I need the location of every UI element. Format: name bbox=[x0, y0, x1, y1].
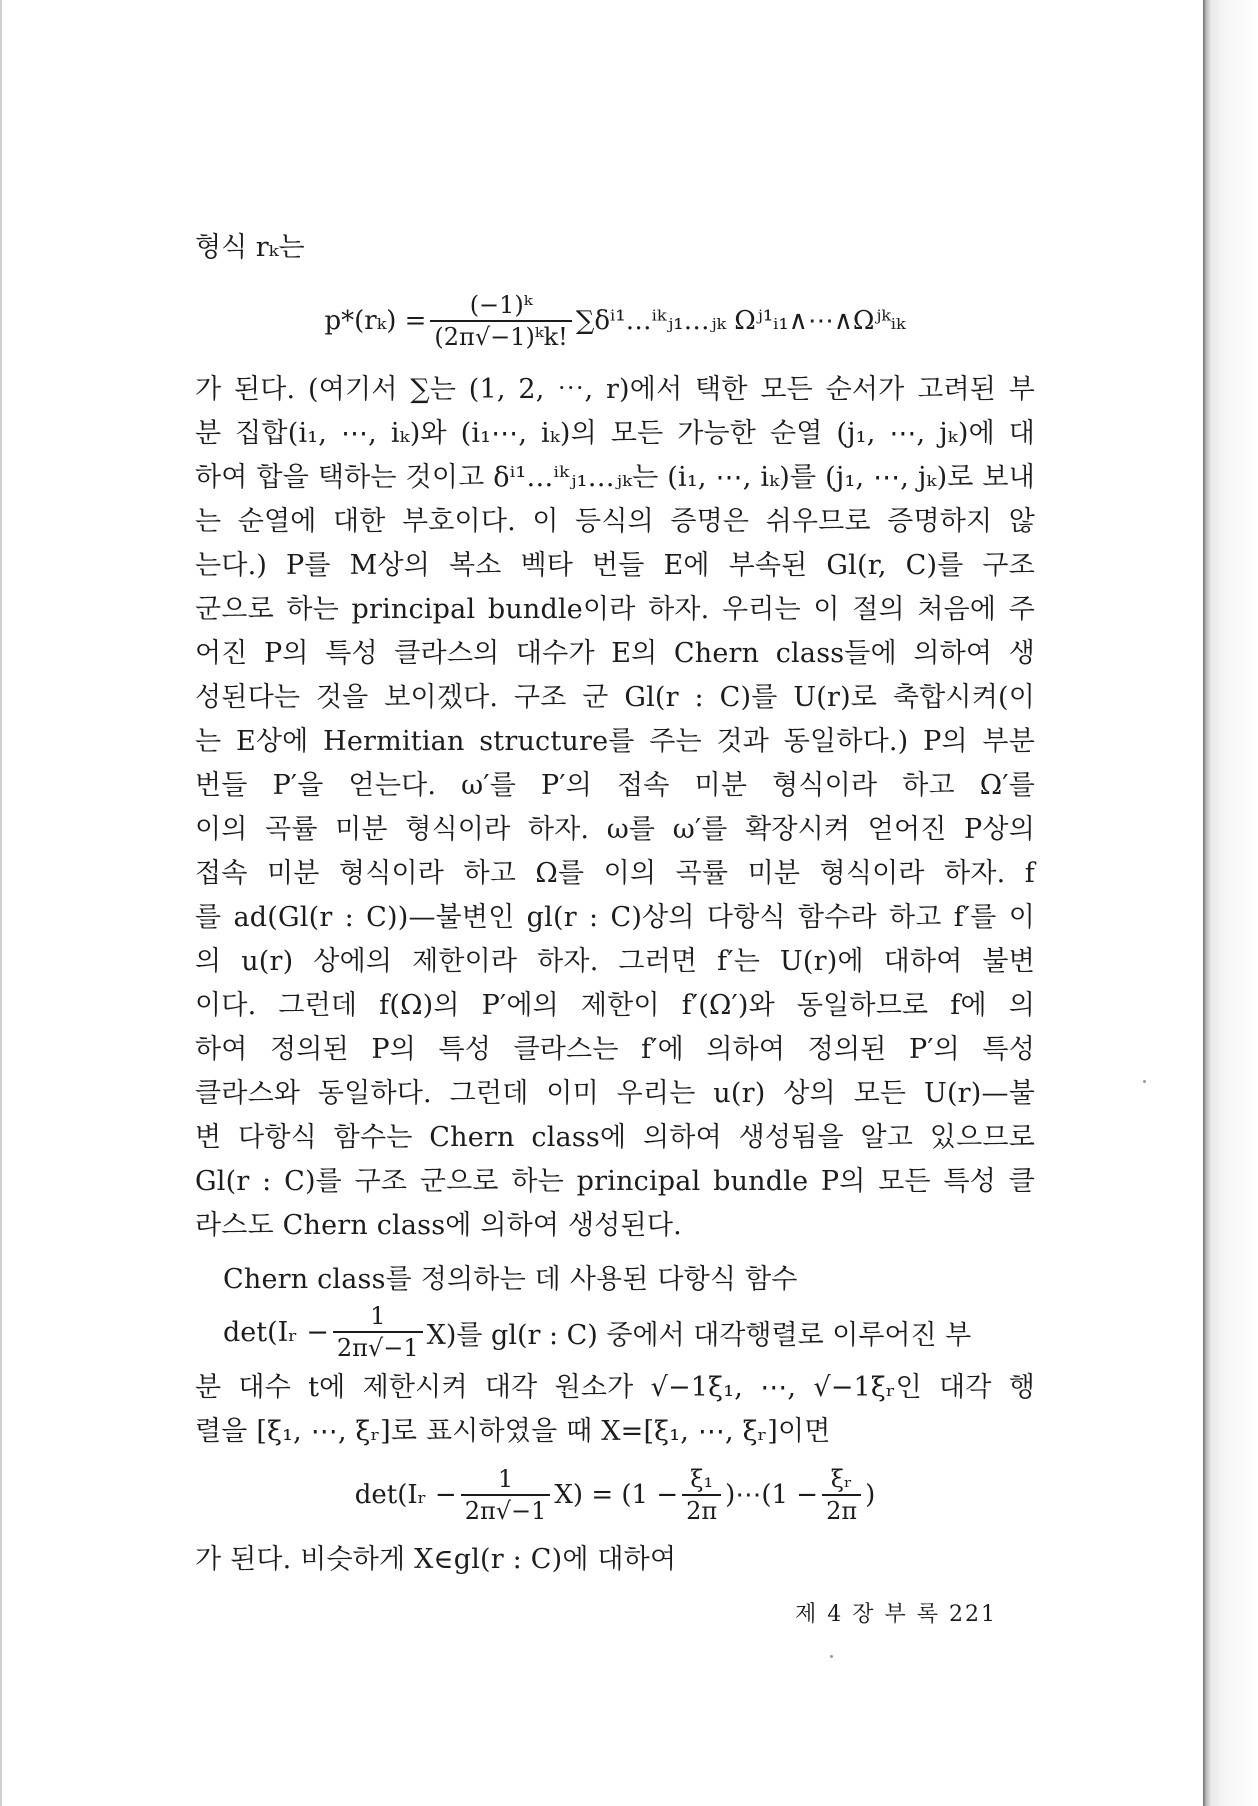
equation3-suffix: ) bbox=[865, 1480, 876, 1510]
text-line: 이의 곡률 미분 형식이라 하자. ω를 ω′를 확장시켜 얻어진 P상의 bbox=[195, 814, 1035, 845]
equation2-prefix: det(Iᵣ − bbox=[223, 1316, 329, 1348]
equation2-numerator: 1 bbox=[370, 1302, 386, 1330]
scan-speck bbox=[830, 1655, 833, 1658]
equation1-fraction bbox=[430, 290, 571, 352]
equation1-lhs: p*(rₖ) = bbox=[324, 306, 427, 336]
equation3-fraction-3 bbox=[822, 1464, 861, 1526]
text-line: 가 된다. (여기서 ∑는 (1, 2, ⋯, r)에서 택한 모든 순서가 고려된 부 bbox=[195, 374, 1035, 405]
text-line: 분 대수 t에 제한시켜 대각 원소가 √−1ξ₁, ⋯, √−1ξᵣ인 대각 행 bbox=[195, 1372, 1035, 1403]
page-edge-shadow bbox=[1203, 0, 1258, 1806]
equation2-denominator: 2π√−1 bbox=[333, 1331, 423, 1363]
equation3-fraction-1 bbox=[461, 1464, 551, 1526]
equation3-numerator-1: 1 bbox=[497, 1465, 514, 1493]
equation3-denominator-2: 2π bbox=[682, 1494, 721, 1526]
text-line: 군으로 하는 principal bundle이라 하자. 우리는 이 절의 처음에 주 bbox=[195, 594, 1035, 625]
closing-line: 가 된다. 비슷하게 X∈gl(r : C)에 대하여 bbox=[195, 1544, 677, 1575]
text-line: 하여 합을 택하는 것이고 δⁱ¹…ⁱᵏⱼ₁…ⱼₖ는 (i₁, ⋯, iₖ)를 (j₁, ⋯, jₖ)로 보내 bbox=[195, 462, 1035, 493]
text-line: 하여 정의된 P의 특성 클라스는 f′에 의하여 정의된 P′의 특성 bbox=[195, 1034, 1035, 1065]
text-line: 번들 P′을 얻는다. ω′를 P′의 접속 미분 형식이라 하고 Ω′를 bbox=[195, 770, 1035, 801]
paragraph-2 bbox=[195, 1258, 1035, 1454]
text-line: 어진 P의 특성 클라스의 대수가 E의 Chern class들에 의하여 생 bbox=[195, 638, 1035, 669]
page-footer: 제 4 장 부 록 221 bbox=[795, 1602, 997, 1627]
intro-text: 형식 rₖ는 bbox=[195, 232, 305, 263]
equation3-numerator-2: ξ₁ bbox=[690, 1465, 714, 1493]
equation2-fraction bbox=[333, 1301, 423, 1363]
equation-det-inline bbox=[195, 1302, 1035, 1362]
equation2-suffix: X)를 gl(r : C) 중에서 대각행렬로 이루어진 부 bbox=[426, 1319, 972, 1351]
text-line: 변 다항식 함수는 Chern class에 의하여 생성됨을 알고 있으므로 bbox=[195, 1122, 1035, 1153]
text-line: 이다. 그런데 f(Ω)의 P′에의 제한이 f′(Ω′)와 동일하므로 f에 의 bbox=[195, 990, 1035, 1021]
text-line: 분 집합(i₁, ⋯, iₖ)와 (i₁⋯, iₖ)의 모든 가능한 순열 (j₁, ⋯, jₖ)에 대 bbox=[195, 418, 1035, 449]
text-line: 클라스와 동일하다. 그런데 이미 우리는 u(r) 상의 모든 U(r)—불 bbox=[195, 1078, 1035, 1109]
equation3-denominator-1: 2π√−1 bbox=[461, 1494, 551, 1526]
equation3-prefix: det(Iᵣ − bbox=[354, 1480, 457, 1510]
text-line: 를 ad(Gl(r : C))—불변인 gl(r : C)상의 다항식 함수라 하고 f′를 이 bbox=[195, 902, 1035, 933]
equation1-denominator: (2π√−1)ᵏk! bbox=[430, 320, 571, 352]
text-line: 는 E상에 Hermitian structure를 주는 것과 동일하다.) P의 부분 bbox=[195, 726, 1035, 757]
text-line: 는 순열에 대한 부호이다. 이 등식의 증명은 쉬우므로 증명하지 않 bbox=[195, 506, 1035, 537]
equation3-fraction-2 bbox=[682, 1464, 721, 1526]
scan-speck bbox=[1143, 1080, 1146, 1083]
text-line: 렬을 [ξ₁, ⋯, ξᵣ]로 표시하였을 때 X=[ξ₁, ⋯, ξᵣ]이면 bbox=[195, 1416, 831, 1447]
text-line: Chern class를 정의하는 데 사용된 다항식 함수 bbox=[223, 1264, 798, 1295]
text-line: 성된다는 것을 보이겠다. 구조 군 Gl(r : C)를 U(r)로 축합시켜(이 bbox=[195, 682, 1035, 713]
equation3-denominator-3: 2π bbox=[822, 1494, 861, 1526]
text-line: 는다.) P를 M상의 복소 벡타 번들 E에 부속된 Gl(r, C)를 구조 bbox=[195, 550, 1035, 581]
text-line: Gl(r : C)를 구조 군으로 하는 principal bundle P의 모든 특성 클 bbox=[195, 1166, 1035, 1197]
equation1-numerator: (−1)ᵏ bbox=[469, 291, 533, 319]
text-line: 접속 미분 형식이라 하고 Ω를 이의 곡률 미분 형식이라 하자. f bbox=[195, 858, 1035, 889]
equation-det-product bbox=[195, 1458, 1035, 1532]
text-line: 의 u(r) 상에의 제한이라 하자. 그러면 f′는 U(r)에 대하여 불변 bbox=[195, 946, 1035, 977]
equation3-numerator-3: ξᵣ bbox=[830, 1465, 853, 1493]
page-body bbox=[195, 226, 1035, 1582]
equation3-middle: X) = (1 − bbox=[554, 1480, 679, 1510]
paragraph-1 bbox=[195, 368, 1035, 1248]
equation1-rhs: ∑δⁱ¹…ⁱᵏⱼ₁…ⱼₖ Ωʲ¹ᵢ₁∧⋯∧Ωʲᵏᵢₖ bbox=[575, 306, 906, 336]
equation3-middle2: )⋯(1 − bbox=[725, 1480, 819, 1510]
equation-chern-form bbox=[195, 282, 1035, 360]
text-line: 라스도 Chern class에 의하여 생성된다. bbox=[195, 1210, 682, 1241]
